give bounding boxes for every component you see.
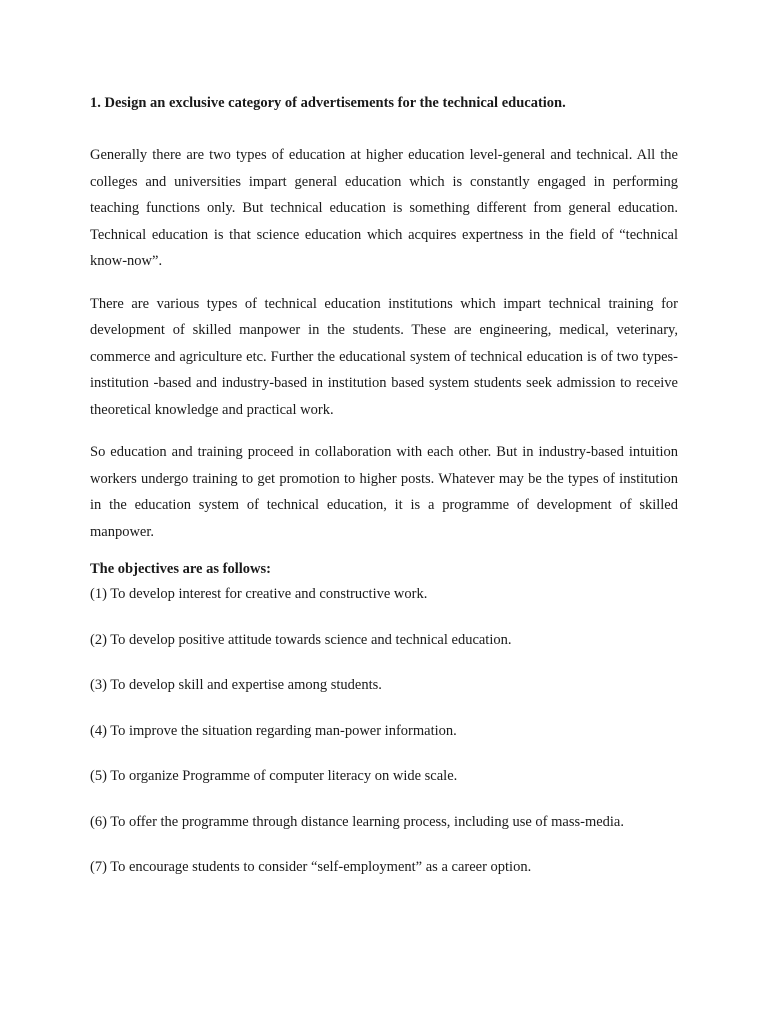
paragraph-types-of-education: Generally there are two types of education at higher education level-general and technical. All the colleges and universities impart general education which is constantly engaged in performing teaching functions only. But technical education is something different from general education. Technical education is that science education which acquires expertness in the field of “technical know-now”. (90, 147, 678, 269)
objective-item: (6) To offer the programme through distance learning process, including use of mass-media. (90, 813, 624, 830)
objective-item: (3) To develop skill and expertise among students. (90, 677, 382, 693)
objective-item: (2) To develop positive attitude towards science and technical education. (90, 631, 512, 648)
document-heading: 1. Design an exclusive category of advertisements for the technical education. (90, 95, 566, 111)
paragraph-education-and-training: So education and training proceed in collaboration with each other. But in industry-based intuition workers undergo training to get promotion to higher posts. Whatever may be the types of institution in the education system of technical education, it is a programme of development of skilled manpower. (90, 444, 678, 540)
objectives-title: The objectives are as follows: (90, 561, 271, 577)
objectives-list (90, 584, 678, 877)
paragraph-technical-institutions: There are various types of technical education institutions which impart technical training for development of skilled manpower in the students. These are engineering, medical, veterinary, commerce and agriculture etc. Further the educational system of technical education is of two types- institution -based and industry-based in institution based system students seek admission to receive theoretical knowledge and practical work. (90, 295, 678, 418)
objective-item: (7) To encourage students to consider “self-employment” as a career option. (90, 859, 532, 875)
objective-item: (1) To develop interest for creative and constructive work. (90, 586, 428, 602)
objective-item: (4) To improve the situation regarding man-power information. (90, 722, 457, 739)
objective-item: (5) To organize Programme of computer literacy on wide scale. (90, 768, 458, 784)
document-page (90, 93, 678, 903)
